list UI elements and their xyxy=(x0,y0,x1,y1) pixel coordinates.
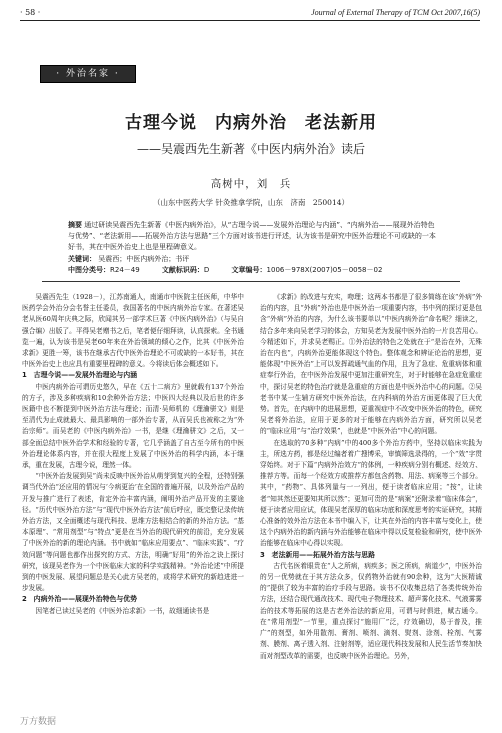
keywords-label: 关键词： xyxy=(68,255,96,263)
body-column-left xyxy=(22,292,244,692)
authors: 高树中，刘 兵 xyxy=(210,178,292,190)
classification-line xyxy=(68,265,448,275)
section-heading: 1 古理今说——发展外治理论与内涵 xyxy=(22,371,138,380)
affiliation: （山东中医药大学 针灸推拿学院，山东 济南 250014） xyxy=(152,198,349,207)
watermark: 万方数据 xyxy=(20,717,57,727)
body-column-right xyxy=(260,292,482,692)
doc-code-value: D xyxy=(203,266,210,274)
clc xyxy=(68,266,150,274)
paragraph: 《求新》的改进与充实，吻理；这两本书都是了很多简练在该“外病”外治的内容，且“外病”外治也是中医外治一项重要内容，书中列的探讨更是包含“外病”外治的内容，为什么该书要单以“中医内病外治”命名呢？细读之，结合多年来向吴老学习的体会，方知吴老为发展中医外治的一片良苦用心。今精述如下，并求吴老赐正。①外治法的特色之处就在于“是治在外，无殊治在内也”，内病外治更能体现这个特色。整体观念和辨证论治的思想，更能体现“中医外治”上可以发挥疏通气血的作用，且为了急症、危重病体和重症奉行外治，在中医外治发展中更加注重研究生，对于时能够在急症危重症中，探讨吴老的特色治疗就是急重症的方面也是中医外治中心的问题。②吴老书中某一生辅方研究中医外治法，在内科病的外治方面更体现了巨大优势。首先，在内病中的进展思想，更重视症中不改变中医外治的特色，研究吴老将外治法，应用于更多的对于能够在内病外治方面，研究所以吴老的“临床应用”与“治疗效果”，也就是“中医外治”中心的问题。 xyxy=(260,293,482,436)
keywords-text: 吴震西；中医内病外治；书评 xyxy=(98,255,190,263)
article-no xyxy=(232,266,393,274)
doc-code-label: 文献标识码： xyxy=(161,266,204,274)
article-subtitle: ——吴震西先生新著《中医内病外治》读后 xyxy=(136,142,365,156)
doc-code xyxy=(162,266,219,274)
article-title: 古理今说 内病外治 老法新用 xyxy=(125,113,377,133)
column-badge: · 外治名家 · xyxy=(40,65,136,83)
article-no-value: 1006－978X(2007)05－0058－02 xyxy=(266,266,383,274)
journal-name: Journal of External Therapy of TCM Oct 2007,16(5) xyxy=(311,8,480,17)
abstract-text: 通过研读吴震西先生新著《中医内病外治》，从“古理今说——发展外治理论与内涵”、“内病外治——展现外治特色与优势”、“老法新用——拓展外治方法与思路”三个方面对该书进行评述，认为该书是研究中医外治理论不可或缺的一本好书，其在中医外治史上也是里程碑意义。 xyxy=(68,221,436,251)
section-heading: 2 内病外治——展现外治特色与优势 xyxy=(22,595,138,604)
paragraph: 中医内病外治可谓历史悠久，早在《五十二病方》里就载有137个外治的方子，涉及多种疾病和10余种外治方法；中医四大经典以及后世的许多医籍中也不断提到中医外治方法与理论；而清·吴师机的《理瀹骈文》则是至清代为止成就最大、最具影响的一部外治专著，从而吴氏也被称之为“外治宗师”。而吴老的《中医内病外治》一书，是继《理瀹骈文》之后，又一部全面总结中医外治学术和经验的专著，它几乎涵盖了自古至今所有的中医外治理论体系内容，并在很大程度上发展了中医外治的科学内涵，本于继承，重在发展，古理今说，理然一体。 xyxy=(22,382,244,470)
paragraph: 因笔者已读过吴老的《中医外治求新》一书，故细通读书是 xyxy=(35,606,210,615)
paragraph: 吴震西先生（1928－），江苏南通人，南通市中医院主任医师，中华中医药学会外治分会名誉主任委员，我国著名的中医内病外治专家。在著述吴老从医60周年庆典之际，欣闻其另一部学术巨著《中医内病外治》（与吴自强合编）出版了。平得吴老赠书之后，笔者便仔细拜读，认真探索。全书通览一遍，认为该书是吴老60年来在外治领域的倾心之作，比其《中医外治求新》更胜一筹，该书在继承古代中医外治理论不可或缺的一本好书，其在中医外治史上也应具有重要里程碑的意义。今将读后体会概述如下。 xyxy=(22,293,244,369)
page-number: · 58 · xyxy=(20,8,41,17)
running-header xyxy=(20,8,480,21)
paragraph: “中医外治发展到吴”尚未反映中医外治从萌芽到复兴的全程，还特别强调当代外治“还应用的情况与‘今病更治’在全国的普遍开展，以及外治产品的开发与推广进行了表述，肯定外治丰富内涵，阐明外治产品开发的主要途径。“历代中医外治方法”与“现代中医外治方法”前后呼应，既完整记录传统外治方法，又全面概述与现代科技、思维方法相结合的新的外治方法。“基本原理”、“常用剂型”与“特点”更是在当外治的现代研究的前沿，充分发展了中医外治的新的理论内涵。书中就如“临床应用要点”、“临床实践”、“疗效问题”等问题也都作出探究的方式、方法，明确“好用”的外治之诀上探讨研究，该现吴老作为一个中医临床大家的科学实践精神。“外治论述”中所提到的中医发展、展望问题总是关心此方吴老的，或将学术研究的新趋进进一步发展。 xyxy=(22,472,244,593)
separator-rule xyxy=(42,281,460,282)
clc-label: 中图分类号： xyxy=(68,266,110,274)
abstract xyxy=(68,220,440,253)
section-heading: 3 老法新用——拓展外治方法与思路 xyxy=(260,550,376,559)
paragraph: 古代名医着眼贵在“人之所病，病疾多；医之所病，病道少”，中医外治的另一优势就在于其方法众多，仅药物外治就有90余种，这为“大医精诚的”提供了较为丰富的治疗手段与思路。该书不仅收集总结了各类传统外治方法，还结合现代通改技术、现代电子物理技术、超声雾化技术、气液雾雾治的技术等拓展的这是古老外治法的新应用，可谓与时俱进，赋古通今。在“常用剂型”一节里，重点探讨“施用厂”泛，疗效确切，易于普及，推广”的剂型，如外用散剂、膏剂、喷剂、滴剂、熨剂、涂剂、栓剂、气雾剂、膜剂、离子透入剂、注射剂等，适应现代科技发展和人民生活节奏加快而对剂型改革的需要，也反映中医外治理论。另外， xyxy=(260,561,482,660)
clc-value: R24－49 xyxy=(110,266,140,274)
abstract-label: 摘要 xyxy=(68,221,82,229)
keywords xyxy=(68,254,440,264)
article-no-label: 文章编号： xyxy=(231,266,267,274)
paragraph: 在选取的70多种“内病”中的400多个外治方药中，坚持以临床实践为主，所选方药，都是经过编者着广搜博采，审慎筛选录得的，一个“效”字贯穿始终。对于下篇“内病外治效方”的体例，一种疾病分别有概述、经效方、推荐方等。而每一个经效方或推荐方都包含药物、用法、病案等三个部分。其中，“药物”、具体列量与一一列出，便于读者临床应用；“按”，让读者“知其然还更要知其所以然”；更加可贵的是“病案”还附录着“临床体会”，便于读者应用应试，体现吴老深厚的临床功底和深度思考的实证研究，其精心准备的效外治方法在本书中编入下，让其在外治的内容丰富与变化上，使这个内病外治的新内涵与外治能够在临床中得以反复检验和研究，使中医外治能够在临床中心得以实现。 xyxy=(260,438,482,548)
